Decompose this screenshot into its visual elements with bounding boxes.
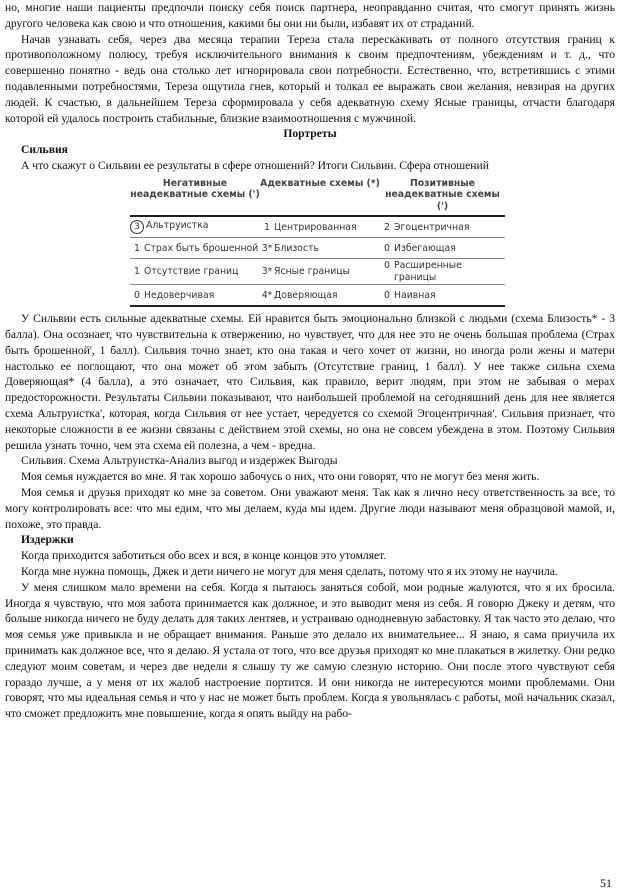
cell-text: Доверяющая <box>274 289 338 301</box>
cell-text: Расширенные границы <box>394 260 462 283</box>
cell-text: Близость <box>274 242 320 254</box>
paragraph-cost-1: Когда приходится заботиться обо всех и вся, в конце концов это утомляет. <box>21 549 387 563</box>
header-adequate: Адекватные схемы (*) <box>260 177 380 189</box>
schema-table <box>130 178 505 308</box>
cell-text: Отсутствие границ <box>144 266 239 278</box>
cell-score: 4* <box>261 289 273 301</box>
costs-title: Издержки <box>21 533 74 547</box>
paragraph-top-1: но, многие наши пациенты предпочли поиску себя поиск партнера, неоправданно считая, что смогут принять жизнь другого человека как свою и что отношения, какими бы они ни были, избавят их от страданий. <box>5 1 615 30</box>
cell-text: Эгоцентричная <box>394 221 470 233</box>
table-row <box>130 217 505 238</box>
table-row <box>130 259 505 285</box>
paragraph-analysis: У Сильвии есть сильные адекватные схемы. Ей нравится быть эмоционально близкой с людьми (схема Близость* - 3 балла). Она осознает, что чувствительна к отвержению, но чувствует, что для нее это не очень большая проблема (Страх быть брошенной', 1 балл). Сильвия точно знает, кто она такая и чего хочет от жизни, но иногда роли жены и матери настолько ее поглощают, что она может об этом забыть (Отсутствие границ, 1 балл). У нее также сильна схема Доверяющая* (4 балла), а это означает, что Сильвия, как правило, верит людям, при этом не забывая о мерах предосторожности. Результаты Сильвии показывают, что наибольшей проблемой на сегодняшний день для нее является схема Альтруистка', которая, когда Сильвия от нее устает, чередуется со схемой Эгоцентричная'. Сильвия признает, что некоторые сложности в ее жизни связаны с действием этой схемы, но она не совсем убеждена в этом. Поэтому Сильвия решила узнать точно, чем эта схема ей полезна, а чем - вредна. <box>5 312 615 452</box>
table-row <box>130 285 505 307</box>
cell-score: 3* <box>261 242 273 254</box>
circled-score: 3 <box>130 220 144 234</box>
analysis-line: Сильвия. Схема Альтруистка-Анализ выгод и издержек Выгоды <box>21 454 338 468</box>
page-content <box>5 0 615 722</box>
cell-score: 0 <box>384 289 390 301</box>
cell-score: 0 <box>384 242 390 254</box>
cell-score: 2 <box>384 221 390 233</box>
section-title: Портреты <box>283 127 337 141</box>
table-header <box>130 178 505 218</box>
paragraph-cost-2: Когда мне нужна помощь, Джек и дети ничего не могут для меня сделать, потому что я их этому не научила. <box>21 565 558 579</box>
cell-score: 1 <box>134 266 140 278</box>
paragraph-cost-3: У меня слишком мало времени на себя. Когда я пытаюсь заняться собой, мои родные жалуются, что я их бросила. Иногда я чувствую, что моя забота принимается как должное, и это выводит меня из себя. Я говорю Джеку и детям, что больше никогда ничего не буду делать для таких лентяев, и устраиваю однодневную забастовку. Я так часто это делаю, что моя семья уже привыкла и не обращает внимания. Раньше это делало их внимательнее... Я знаю, я сама приучила их принимать как должное все, что я делаю. Я устала от того, что все друзья приходят ко мне плакаться в жилетку. Они редко следуют моим советам, и через две недели я слышу ту же самую слезную историю. Они после этого чувствуют себя гораздо лучше, а у меня от их жалоб настроение портится. И они никогда не интересуются моими проблемами. Они говорят, что мы идеальная семья и что у нас не может быть проблем. Когда я увольнялась с работы, мой начальник сказал, что сможет предложить мне повышение, когда я опять выйду на рабо- <box>5 580 615 721</box>
cell-text: Ясные границы <box>274 266 350 278</box>
cell-score: 3* <box>261 266 273 278</box>
cell-score: 0 <box>384 260 390 272</box>
header-positive: Позитивные неадекватные схемы (') <box>385 177 500 212</box>
header-negative: Негативные неадекватные схемы (') <box>130 177 260 201</box>
cell-text: Альтруистка <box>146 220 209 232</box>
cell-text: Центрированная <box>274 221 357 233</box>
subsection-title: Сильвия <box>21 143 68 157</box>
table-row <box>130 238 505 259</box>
paragraph-benefit-1: Моя семья нуждается во мне. Я так хорошо забочусь о них, что они говорят, что не могут без меня жить. <box>21 470 540 484</box>
paragraph-top-2: Начав узнавать себя, через два месяца терапии Тереза стала перескакивать от полного отсутствия границ к противоположному полюсу, требуя исключительного внимания к своим предпочтениям, убеждениям и т. д., что совершенно понятно - ведь она столько лет игнорировала свои потребности. Естественно, что, встретившись с этими подавленными потребностями, Тереза ощутила гнев, который и толкал ее выражать свои желания, невзирая на других людей. К счастью, в дальнейшем Тереза сформировала у себя адекватную схему Ясные границы, отчасти благодаря которой ей удалось построить стабильные, близкие взаимоотношения с мужчиной. <box>5 32 615 125</box>
cell-score: 1 <box>134 242 140 254</box>
cell-text: Страх быть брошенной <box>144 242 259 254</box>
paragraph-benefit-2: Моя семья и друзья приходят ко мне за советом. Они уважают меня. Так как я лично несу ответственность за все, то могу контролировать все: что мы едим, что мы делаем, куда мы идем. Другие люди называют меня образцовой мамой, и, похоже, это правда. <box>5 486 615 531</box>
cell-score: 1 <box>264 221 270 233</box>
page-number: 51 <box>600 876 612 890</box>
table-caption: А что скажут о Сильвии ее результаты в сфере отношений? Итоги Сильвии. Сфера отношений <box>21 158 489 172</box>
cell-text: Недоверчивая <box>144 289 215 301</box>
cell-text: Наивная <box>394 289 436 301</box>
cell-text: Избегающая <box>394 242 456 254</box>
cell-score: 0 <box>134 289 140 301</box>
